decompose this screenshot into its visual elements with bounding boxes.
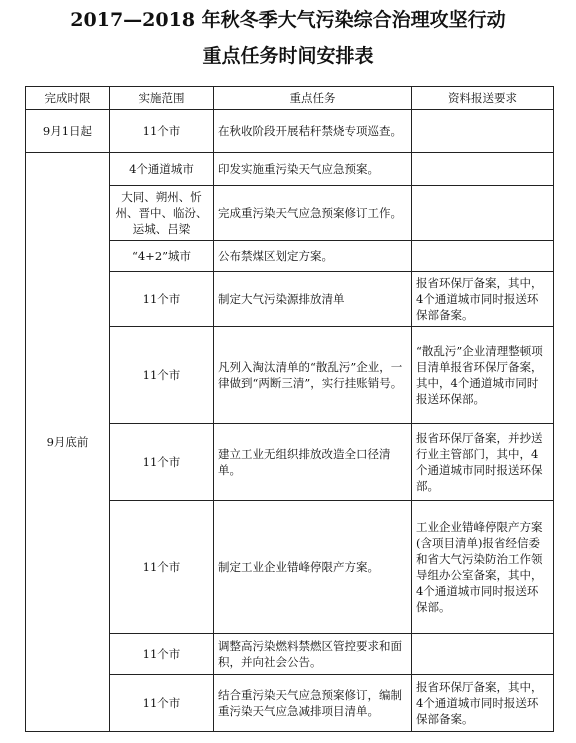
header-deadline: 完成时限 [26, 87, 110, 110]
scope-cell: 大同、朔州、忻州、晋中、临汾、运城、吕梁 [110, 186, 214, 241]
table-header-row [26, 87, 554, 110]
report-cell [412, 634, 554, 675]
task-cell: 建立工业无组织排放改造全口径清单。 [214, 424, 412, 501]
task-cell: 调整高污染燃料禁燃区管控要求和面积，并向社会公告。 [214, 634, 412, 675]
scope-cell: 11个市 [110, 327, 214, 424]
task-cell: 制定大气污染源排放清单 [214, 272, 412, 327]
report-cell: 报省环保厅备案，其中，4个通道城市同时报送环保部备案。 [412, 272, 554, 327]
scope-cell: 11个市 [110, 424, 214, 501]
scope-cell: 11个市 [110, 501, 214, 634]
report-cell [412, 241, 554, 272]
task-cell: 凡列入淘汰清单的“散乱污”企业，一律做到“两断三清”，实行挂账销号。 [214, 327, 412, 424]
header-report: 资料报送要求 [412, 87, 554, 110]
header-scope: 实施范围 [110, 87, 214, 110]
report-cell: 报省环保厅备案，其中，4个通道城市同时报送环保部备案。 [412, 675, 554, 732]
report-cell [412, 153, 554, 186]
task-cell: 印发实施重污染天气应急预案。 [214, 153, 412, 186]
task-cell: 在秋收阶段开展秸秆禁烧专项巡查。 [214, 110, 412, 153]
scope-cell: 4个通道城市 [110, 153, 214, 186]
scope-cell: 11个市 [110, 675, 214, 732]
deadline-cell: 9月1日起 [26, 110, 110, 153]
task-cell: 制定工业企业错峰停限产方案。 [214, 501, 412, 634]
scope-cell: 11个市 [110, 110, 214, 153]
document-title-line1: 2017—2018 年秋冬季大气污染综合治理攻坚行动 [70, 9, 506, 31]
task-schedule-table [25, 86, 554, 732]
scope-cell: 11个市 [110, 272, 214, 327]
task-cell: 完成重污染天气应急预案修订工作。 [214, 186, 412, 241]
scope-cell: “4+2”城市 [110, 241, 214, 272]
scope-cell: 11个市 [110, 634, 214, 675]
table-row [26, 153, 554, 186]
header-task: 重点任务 [214, 87, 412, 110]
report-cell [412, 186, 554, 241]
task-cell: 结合重污染天气应急预案修订，编制重污染天气应急减排项目清单。 [214, 675, 412, 732]
task-cell: 公布禁煤区划定方案。 [214, 241, 412, 272]
document-title-line2: 重点任务时间安排表 [202, 45, 374, 67]
report-cell: 报省环保厅备案，并抄送行业主管部门，其中，4个通道城市同时报送环保部。 [412, 424, 554, 501]
table-row [26, 110, 554, 153]
report-cell [412, 110, 554, 153]
report-cell: 工业企业错峰停限产方案(含项目清单)报省经信委和省大气污染防治工作领导组办公室备案，其中，4个通道城市同时报送环保部。 [412, 501, 554, 634]
report-cell: “散乱污”企业清理整顿项目清单报省环保厅备案，其中，4个通道城市同时报送环保部。 [412, 327, 554, 424]
deadline-cell: 9月底前 [26, 153, 110, 732]
